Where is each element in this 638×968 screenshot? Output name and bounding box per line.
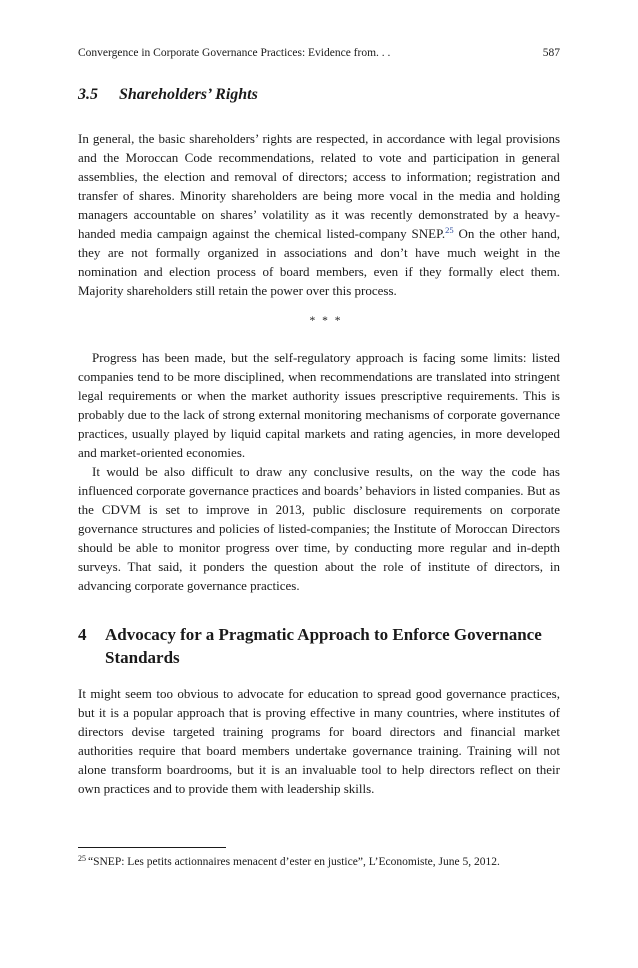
section-3-5-heading	[78, 86, 560, 104]
conclusions-paragraph: It would be also difficult to draw any conclusive results, on the way the code has influenced corporate governance practices and boards’ behaviors in listed companies. But as the CDVM is set to improve in 2013, public disclosure requirements on corporate governance structures and policies of listed-companies; the Institute of Moroccan Directors should be able to monitor progress over time, by conducting more regular and in-depth surveys. That said, it ponders the question about the role of institute of directors, in advancing corporate governance practices.	[78, 464, 560, 593]
footnote-25	[78, 855, 560, 870]
progress-paragraph: Progress has been made, but the self-regulatory approach is facing some limits: listed companies tend to be more disciplined, when recommendations are translated into stringent legal requirements or when the market authority issues prescriptive requirements. This is probably due to the lack of strong external monitoring mechanisms of corporate governance practices, usually played by liquid capital markets and rating agencies, in more developed and market-oriented economies.	[78, 350, 560, 460]
running-head-title: Convergence in Corporate Governance Practices: Evidence from. . .	[78, 47, 391, 59]
section-4-heading	[78, 623, 560, 669]
advocacy-paragraph: It might seem too obvious to advocate for education to spread good governance practices, but it is a popular approach that is proving effective in many countries, where institutes of directors devise targeted training programs for board directors and financial market authorities require that board members undertake governance training. Training will not alone transform boardrooms, but it is an invaluable tool to help directors reflect on their own practices and to provide them with leadership skills.	[78, 686, 560, 796]
running-head	[78, 47, 560, 59]
paragraph-text: In general, the basic shareholders’ rights are respected, in accordance with legal provisions and the Moroccan Code recommendations, related to vote and participation in general assemblies, the election and removal of directors; access to information; registration and transfer of shares. Minority shareholders are being more vocal in the media and holding managers accountable on shares’ volatility as it was recently demonstrated by a heavy-handed media campaign against the chemical listed-company SNEP.	[78, 131, 560, 241]
section-4-title: Advocacy for a Pragmatic Approach to Enforce Governance Standards	[105, 625, 542, 667]
section-3-5-number: 3.5	[78, 86, 98, 103]
paragraph-text-continued: On the other hand, they are not formally organized in associations and don’t have much weight in the nomination and election process of board members, even if they formally elect them. Majority shareholders still retain the power over this process.	[78, 226, 560, 298]
footnote-ref-25[interactable]: 25	[445, 225, 454, 235]
shareholders-rights-paragraph	[78, 129, 560, 300]
section-separator: * * *	[309, 315, 343, 327]
section-4-number: 4	[78, 625, 87, 644]
footnote-number: 25	[78, 854, 86, 863]
footnote-divider	[78, 847, 226, 848]
page-number: 587	[542, 47, 560, 59]
footnote-text: “SNEP: Les petits actionnaires menacent d’ester en justice”, L’Economiste, June 5, 2012.	[88, 856, 500, 868]
section-3-5-title: Shareholders’ Rights	[119, 86, 258, 103]
